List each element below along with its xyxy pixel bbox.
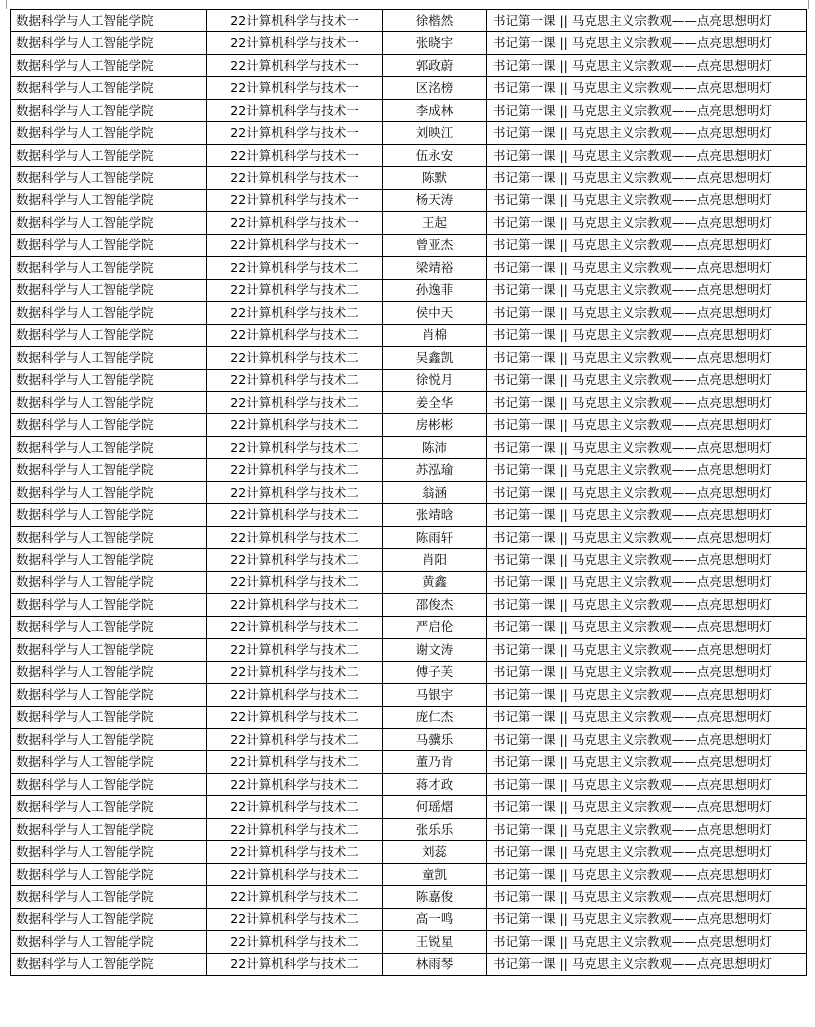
college-cell: 数据科学与人工智能学院 [11, 167, 207, 189]
table-row [11, 684, 807, 706]
lesson-topic-cell: 书记第一课 || 马克思主义宗教观——点亮思想明灯 [487, 324, 807, 346]
student-name-cell: 黄鑫 [383, 571, 487, 593]
college-cell: 数据科学与人工智能学院 [11, 54, 207, 76]
lesson-topic-cell: 书记第一课 || 马克思主义宗教观——点亮思想明灯 [487, 841, 807, 863]
student-name-cell: 郭政蔚 [383, 54, 487, 76]
class-cell: 22计算机科学与技术二 [207, 302, 383, 324]
class-cell: 22计算机科学与技术二 [207, 347, 383, 369]
table-row [11, 99, 807, 121]
college-cell: 数据科学与人工智能学院 [11, 436, 207, 458]
lesson-topic-cell: 书记第一课 || 马克思主义宗教观——点亮思想明灯 [487, 773, 807, 795]
table-row [11, 773, 807, 795]
lesson-topic-cell: 书记第一课 || 马克思主义宗教观——点亮思想明灯 [487, 526, 807, 548]
college-cell: 数据科学与人工智能学院 [11, 369, 207, 391]
class-cell: 22计算机科学与技术二 [207, 571, 383, 593]
student-name-cell: 马银宇 [383, 684, 487, 706]
college-cell: 数据科学与人工智能学院 [11, 931, 207, 953]
lesson-topic-cell: 书记第一课 || 马克思主义宗教观——点亮思想明灯 [487, 818, 807, 840]
class-cell: 22计算机科学与技术一 [207, 189, 383, 211]
student-name-cell: 吴鑫凯 [383, 347, 487, 369]
student-name-cell: 马骥乐 [383, 729, 487, 751]
student-name-cell: 李成林 [383, 99, 487, 121]
table-row [11, 931, 807, 953]
table-row [11, 594, 807, 616]
class-cell: 22计算机科学与技术二 [207, 549, 383, 571]
lesson-topic-cell: 书记第一课 || 马克思主义宗教观——点亮思想明灯 [487, 616, 807, 638]
college-cell: 数据科学与人工智能学院 [11, 324, 207, 346]
lesson-topic-cell: 书记第一课 || 马克思主义宗教观——点亮思想明灯 [487, 257, 807, 279]
class-cell: 22计算机科学与技术二 [207, 908, 383, 930]
class-cell: 22计算机科学与技术二 [207, 594, 383, 616]
student-name-cell: 高一鸣 [383, 908, 487, 930]
class-cell: 22计算机科学与技术一 [207, 99, 383, 121]
lesson-topic-cell: 书记第一课 || 马克思主义宗教观——点亮思想明灯 [487, 504, 807, 526]
table-row [11, 481, 807, 503]
class-cell: 22计算机科学与技术二 [207, 863, 383, 885]
student-name-cell: 张靖晗 [383, 504, 487, 526]
college-cell: 数据科学与人工智能学院 [11, 594, 207, 616]
class-cell: 22计算机科学与技术一 [207, 144, 383, 166]
class-cell: 22计算机科学与技术二 [207, 481, 383, 503]
college-cell: 数据科学与人工智能学院 [11, 616, 207, 638]
lesson-topic-cell: 书记第一课 || 马克思主义宗教观——点亮思想明灯 [487, 661, 807, 683]
college-cell: 数据科学与人工智能学院 [11, 481, 207, 503]
class-cell: 22计算机科学与技术二 [207, 751, 383, 773]
college-cell: 数据科学与人工智能学院 [11, 302, 207, 324]
student-name-cell: 房彬彬 [383, 414, 487, 436]
table-row [11, 818, 807, 840]
student-name-cell: 曾亚杰 [383, 234, 487, 256]
student-name-cell: 庞仁杰 [383, 706, 487, 728]
college-cell: 数据科学与人工智能学院 [11, 459, 207, 481]
lesson-topic-cell: 书记第一课 || 马克思主义宗教观——点亮思想明灯 [487, 639, 807, 661]
table-row [11, 751, 807, 773]
lesson-topic-cell: 书记第一课 || 马克思主义宗教观——点亮思想明灯 [487, 144, 807, 166]
class-cell: 22计算机科学与技术一 [207, 54, 383, 76]
student-name-cell: 王起 [383, 212, 487, 234]
student-name-cell: 肖棉 [383, 324, 487, 346]
student-name-cell: 张乐乐 [383, 818, 487, 840]
table-row [11, 369, 807, 391]
table-row [11, 391, 807, 413]
student-name-cell: 蒋才政 [383, 773, 487, 795]
table-row [11, 144, 807, 166]
class-cell: 22计算机科学与技术二 [207, 279, 383, 301]
college-cell: 数据科学与人工智能学院 [11, 841, 207, 863]
class-cell: 22计算机科学与技术二 [207, 931, 383, 953]
college-cell: 数据科学与人工智能学院 [11, 504, 207, 526]
college-cell: 数据科学与人工智能学院 [11, 729, 207, 751]
class-cell: 22计算机科学与技术二 [207, 684, 383, 706]
table-row [11, 886, 807, 908]
class-cell: 22计算机科学与技术二 [207, 886, 383, 908]
class-cell: 22计算机科学与技术二 [207, 706, 383, 728]
college-cell: 数据科学与人工智能学院 [11, 189, 207, 211]
college-cell: 数据科学与人工智能学院 [11, 414, 207, 436]
student-name-cell: 杨天涛 [383, 189, 487, 211]
lesson-topic-cell: 书记第一课 || 马克思主义宗教观——点亮思想明灯 [487, 391, 807, 413]
class-cell: 22计算机科学与技术一 [207, 122, 383, 144]
student-name-cell: 孙逸菲 [383, 279, 487, 301]
table-row [11, 841, 807, 863]
student-name-cell: 林雨琴 [383, 953, 487, 975]
lesson-topic-cell: 书记第一课 || 马克思主义宗教观——点亮思想明灯 [487, 481, 807, 503]
lesson-topic-cell: 书记第一课 || 马克思主义宗教观——点亮思想明灯 [487, 931, 807, 953]
lesson-topic-cell: 书记第一课 || 马克思主义宗教观——点亮思想明灯 [487, 10, 807, 32]
college-cell: 数据科学与人工智能学院 [11, 77, 207, 99]
class-cell: 22计算机科学与技术一 [207, 10, 383, 32]
college-cell: 数据科学与人工智能学院 [11, 886, 207, 908]
college-cell: 数据科学与人工智能学院 [11, 347, 207, 369]
college-cell: 数据科学与人工智能学院 [11, 661, 207, 683]
class-cell: 22计算机科学与技术一 [207, 167, 383, 189]
table-row [11, 212, 807, 234]
lesson-topic-cell: 书记第一课 || 马克思主义宗教观——点亮思想明灯 [487, 953, 807, 975]
class-cell: 22计算机科学与技术二 [207, 773, 383, 795]
lesson-topic-cell: 书记第一课 || 马克思主义宗教观——点亮思想明灯 [487, 886, 807, 908]
table-row [11, 324, 807, 346]
class-cell: 22计算机科学与技术一 [207, 32, 383, 54]
page-corner-mark-left [6, 0, 7, 9]
lesson-topic-cell: 书记第一课 || 马克思主义宗教观——点亮思想明灯 [487, 796, 807, 818]
table-row [11, 796, 807, 818]
table-row [11, 639, 807, 661]
class-cell: 22计算机科学与技术二 [207, 257, 383, 279]
student-name-cell: 区洺榜 [383, 77, 487, 99]
college-cell: 数据科学与人工智能学院 [11, 212, 207, 234]
class-cell: 22计算机科学与技术二 [207, 324, 383, 346]
lesson-topic-cell: 书记第一课 || 马克思主义宗教观——点亮思想明灯 [487, 302, 807, 324]
lesson-topic-cell: 书记第一课 || 马克思主义宗教观——点亮思想明灯 [487, 279, 807, 301]
lesson-topic-cell: 书记第一课 || 马克思主义宗教观——点亮思想明灯 [487, 369, 807, 391]
lesson-topic-cell: 书记第一课 || 马克思主义宗教观——点亮思想明灯 [487, 167, 807, 189]
college-cell: 数据科学与人工智能学院 [11, 32, 207, 54]
table-row [11, 54, 807, 76]
class-cell: 22计算机科学与技术二 [207, 414, 383, 436]
student-name-cell: 严启伦 [383, 616, 487, 638]
lesson-topic-cell: 书记第一课 || 马克思主义宗教观——点亮思想明灯 [487, 77, 807, 99]
participant-table [10, 9, 807, 976]
table-row [11, 436, 807, 458]
college-cell: 数据科学与人工智能学院 [11, 549, 207, 571]
lesson-topic-cell: 书记第一课 || 马克思主义宗教观——点亮思想明灯 [487, 751, 807, 773]
student-name-cell: 何瑶熠 [383, 796, 487, 818]
student-name-cell: 侯中天 [383, 302, 487, 324]
student-name-cell: 伍永安 [383, 144, 487, 166]
lesson-topic-cell: 书记第一课 || 马克思主义宗教观——点亮思想明灯 [487, 212, 807, 234]
lesson-topic-cell: 书记第一课 || 马克思主义宗教观——点亮思想明灯 [487, 684, 807, 706]
college-cell: 数据科学与人工智能学院 [11, 773, 207, 795]
college-cell: 数据科学与人工智能学院 [11, 639, 207, 661]
student-name-cell: 谢文涛 [383, 639, 487, 661]
table-row [11, 189, 807, 211]
class-cell: 22计算机科学与技术二 [207, 504, 383, 526]
lesson-topic-cell: 书记第一课 || 马克思主义宗教观——点亮思想明灯 [487, 459, 807, 481]
lesson-topic-cell: 书记第一课 || 马克思主义宗教观——点亮思想明灯 [487, 706, 807, 728]
participant-table-body [11, 10, 807, 976]
student-name-cell: 梁靖裕 [383, 257, 487, 279]
college-cell: 数据科学与人工智能学院 [11, 144, 207, 166]
lesson-topic-cell: 书记第一课 || 马克思主义宗教观——点亮思想明灯 [487, 549, 807, 571]
table-row [11, 571, 807, 593]
student-name-cell: 陈沛 [383, 436, 487, 458]
table-row [11, 279, 807, 301]
table-row [11, 302, 807, 324]
student-name-cell: 王锐星 [383, 931, 487, 953]
class-cell: 22计算机科学与技术二 [207, 459, 383, 481]
lesson-topic-cell: 书记第一课 || 马克思主义宗教观——点亮思想明灯 [487, 594, 807, 616]
college-cell: 数据科学与人工智能学院 [11, 279, 207, 301]
table-row [11, 549, 807, 571]
class-cell: 22计算机科学与技术一 [207, 77, 383, 99]
table-row [11, 414, 807, 436]
table-row [11, 122, 807, 144]
class-cell: 22计算机科学与技术二 [207, 369, 383, 391]
college-cell: 数据科学与人工智能学院 [11, 751, 207, 773]
lesson-topic-cell: 书记第一课 || 马克思主义宗教观——点亮思想明灯 [487, 54, 807, 76]
class-cell: 22计算机科学与技术二 [207, 796, 383, 818]
table-row [11, 167, 807, 189]
lesson-topic-cell: 书记第一课 || 马克思主义宗教观——点亮思想明灯 [487, 122, 807, 144]
student-name-cell: 刘蕊 [383, 841, 487, 863]
class-cell: 22计算机科学与技术二 [207, 841, 383, 863]
table-row [11, 863, 807, 885]
lesson-topic-cell: 书记第一课 || 马克思主义宗教观——点亮思想明灯 [487, 729, 807, 751]
lesson-topic-cell: 书记第一课 || 马克思主义宗教观——点亮思想明灯 [487, 414, 807, 436]
class-cell: 22计算机科学与技术一 [207, 234, 383, 256]
table-row [11, 32, 807, 54]
college-cell: 数据科学与人工智能学院 [11, 571, 207, 593]
student-name-cell: 傅子芙 [383, 661, 487, 683]
college-cell: 数据科学与人工智能学院 [11, 99, 207, 121]
class-cell: 22计算机科学与技术二 [207, 639, 383, 661]
class-cell: 22计算机科学与技术二 [207, 953, 383, 975]
class-cell: 22计算机科学与技术二 [207, 616, 383, 638]
table-row [11, 77, 807, 99]
college-cell: 数据科学与人工智能学院 [11, 391, 207, 413]
student-name-cell: 陈嘉俊 [383, 886, 487, 908]
table-row [11, 953, 807, 975]
table-row [11, 706, 807, 728]
class-cell: 22计算机科学与技术二 [207, 729, 383, 751]
lesson-topic-cell: 书记第一课 || 马克思主义宗教观——点亮思想明灯 [487, 436, 807, 458]
table-row [11, 908, 807, 930]
table-row [11, 347, 807, 369]
college-cell: 数据科学与人工智能学院 [11, 234, 207, 256]
table-row [11, 504, 807, 526]
student-name-cell: 邵俊杰 [383, 594, 487, 616]
college-cell: 数据科学与人工智能学院 [11, 706, 207, 728]
table-row [11, 234, 807, 256]
class-cell: 22计算机科学与技术二 [207, 436, 383, 458]
table-row [11, 526, 807, 548]
college-cell: 数据科学与人工智能学院 [11, 796, 207, 818]
student-name-cell: 童凯 [383, 863, 487, 885]
student-name-cell: 张晓宇 [383, 32, 487, 54]
class-cell: 22计算机科学与技术一 [207, 212, 383, 234]
table-row [11, 10, 807, 32]
lesson-topic-cell: 书记第一课 || 马克思主义宗教观——点亮思想明灯 [487, 908, 807, 930]
student-name-cell: 姜全华 [383, 391, 487, 413]
table-row [11, 661, 807, 683]
college-cell: 数据科学与人工智能学院 [11, 863, 207, 885]
college-cell: 数据科学与人工智能学院 [11, 908, 207, 930]
college-cell: 数据科学与人工智能学院 [11, 953, 207, 975]
page-corner-mark-right [808, 0, 809, 9]
student-name-cell: 苏泓瑜 [383, 459, 487, 481]
class-cell: 22计算机科学与技术二 [207, 661, 383, 683]
lesson-topic-cell: 书记第一课 || 马克思主义宗教观——点亮思想明灯 [487, 189, 807, 211]
student-name-cell: 陈雨轩 [383, 526, 487, 548]
student-name-cell: 徐悦月 [383, 369, 487, 391]
college-cell: 数据科学与人工智能学院 [11, 122, 207, 144]
lesson-topic-cell: 书记第一课 || 马克思主义宗教观——点亮思想明灯 [487, 32, 807, 54]
class-cell: 22计算机科学与技术二 [207, 391, 383, 413]
lesson-topic-cell: 书记第一课 || 马克思主义宗教观——点亮思想明灯 [487, 347, 807, 369]
college-cell: 数据科学与人工智能学院 [11, 684, 207, 706]
student-name-cell: 董乃肯 [383, 751, 487, 773]
student-name-cell: 肖阳 [383, 549, 487, 571]
student-name-cell: 刘映江 [383, 122, 487, 144]
college-cell: 数据科学与人工智能学院 [11, 257, 207, 279]
student-name-cell: 徐楷然 [383, 10, 487, 32]
table-row [11, 459, 807, 481]
college-cell: 数据科学与人工智能学院 [11, 818, 207, 840]
lesson-topic-cell: 书记第一课 || 马克思主义宗教观——点亮思想明灯 [487, 863, 807, 885]
class-cell: 22计算机科学与技术二 [207, 818, 383, 840]
class-cell: 22计算机科学与技术二 [207, 526, 383, 548]
student-name-cell: 陈默 [383, 167, 487, 189]
college-cell: 数据科学与人工智能学院 [11, 10, 207, 32]
lesson-topic-cell: 书记第一课 || 马克思主义宗教观——点亮思想明灯 [487, 99, 807, 121]
table-row [11, 729, 807, 751]
lesson-topic-cell: 书记第一课 || 马克思主义宗教观——点亮思想明灯 [487, 234, 807, 256]
table-row [11, 257, 807, 279]
lesson-topic-cell: 书记第一课 || 马克思主义宗教观——点亮思想明灯 [487, 571, 807, 593]
college-cell: 数据科学与人工智能学院 [11, 526, 207, 548]
student-name-cell: 翁涵 [383, 481, 487, 503]
table-row [11, 616, 807, 638]
